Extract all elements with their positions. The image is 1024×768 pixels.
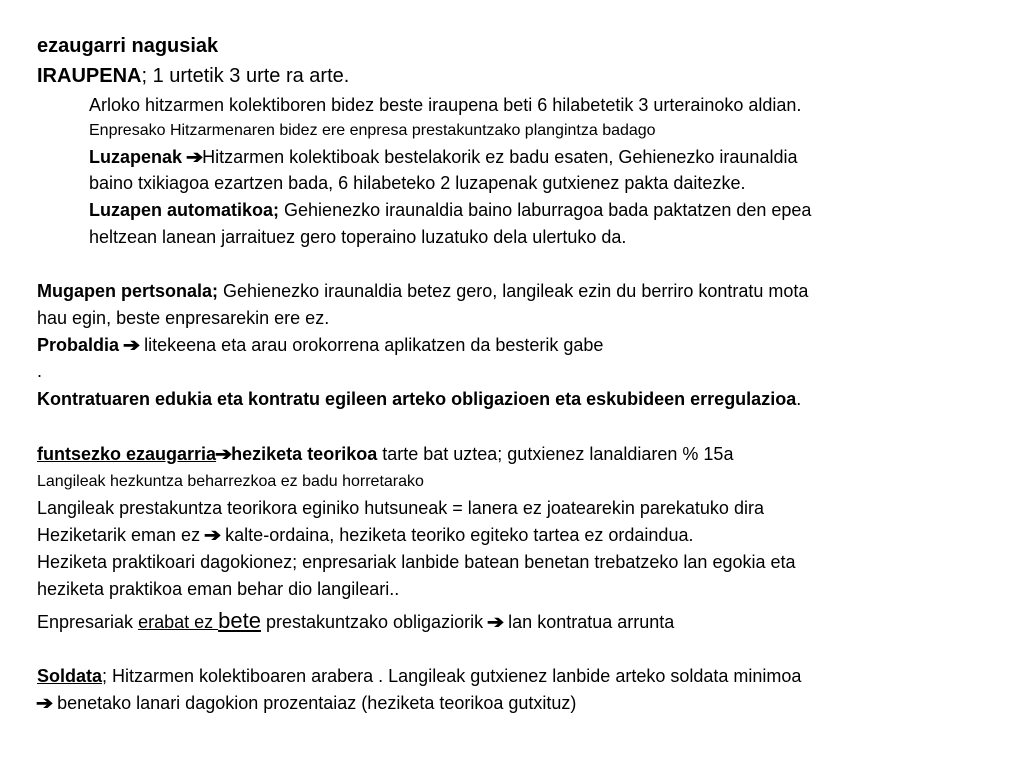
obligaziorik-text: prestakuntzako obligaziorik xyxy=(260,612,489,632)
luzapenak-text: Hitzarmen kolektiboak bestelakorik ez badu esaten, Gehienezko iraunaldia xyxy=(202,147,798,167)
soldata-text: ; Hitzarmen kolektiboaren arabera . Langileak gutxienez lanbide arteko soldata minimoa xyxy=(102,666,802,686)
prestakuntza-line: Langileak prestakuntza teorikora eginiko hutsuneak = lanera ez joatearekin parekatuko dira xyxy=(37,498,764,518)
soldata-label: Soldata xyxy=(37,666,103,686)
mugapen-text: Gehienezko iraunaldia betez gero, langileak ezin du berriro kontratu mota xyxy=(218,281,809,301)
edukia-line xyxy=(37,390,801,408)
probaldia-label: Probaldia xyxy=(37,335,125,355)
luzapenak-line-2: baino txikiagoa ezartzen bada, 6 hilabeteko 2 luzapenak gutxienez pakta daitezke. xyxy=(89,173,746,193)
funtsezko-label: funtsezko ezaugarria xyxy=(37,444,217,464)
edukia-end: . xyxy=(796,389,802,409)
luzapen-automatikoa-label: Luzapen automatikoa; xyxy=(89,200,280,220)
luzapenak-line xyxy=(89,148,797,166)
bete-text: bete xyxy=(218,608,261,633)
soldata-line-2 xyxy=(37,694,576,712)
right-arrow-icon: ➔ xyxy=(122,335,141,355)
probaldia-line xyxy=(37,336,603,354)
luzapen-automatikoa-line xyxy=(89,201,811,219)
erabat-ez-text: erabat ez xyxy=(138,612,219,632)
right-arrow-icon: ➔ xyxy=(203,525,222,545)
mugapen-line-2: hau egin, beste enpresarekin ere ez. xyxy=(37,308,330,328)
praktikoa-line-2: heziketa praktikoa eman behar dio langileari.. xyxy=(37,579,400,599)
luzapenak-label: Luzapenak xyxy=(89,147,188,167)
iraupena-text: ; 1 urtetik 3 urte ra arte. xyxy=(141,65,350,87)
lan-kontratua-text: lan kontratua arrunta xyxy=(503,612,675,632)
luzapen-automatikoa-text: Gehienezko iraunaldia baino laburragoa bada paktatzen den epea xyxy=(279,200,812,220)
right-arrow-icon: ➔ xyxy=(486,612,505,632)
enpresariak-line xyxy=(37,610,674,632)
heziketarik-line xyxy=(37,526,693,544)
heziketarik-text: Heziketarik eman ez xyxy=(37,525,206,545)
right-arrow-icon: ➔ xyxy=(35,693,54,713)
dot-line: . xyxy=(37,361,43,381)
heziketa-teorikoa-label: heziketa teorikoa xyxy=(231,444,378,464)
iraupena-line xyxy=(37,66,349,86)
mugapen-line xyxy=(37,282,808,300)
praktikoa-line: Heziketa praktikoari dagokionez; enpresariak lanbide batean benetan trebatzeko lan egokia eta xyxy=(37,552,796,572)
kalte-ordaina-text: kalte-ordaina, heziketa teoriko egiteko tartea ez ordaindua. xyxy=(220,525,694,545)
soldata-text-2: benetako lanari dagokion prozentaiaz (heziketa teorikoa gutxituz) xyxy=(52,693,577,713)
iraupena-label: IRAUPENA xyxy=(37,65,142,87)
heading-ezaugarri: ezaugarri nagusiak xyxy=(37,35,219,57)
enpresako-line: Enpresako Hitzarmenaren bidez ere enpresa prestakuntzako plangintza badago xyxy=(89,122,656,139)
right-arrow-icon: ➔ xyxy=(214,444,233,464)
soldata-line xyxy=(37,667,801,685)
right-arrow-icon: ➔ xyxy=(185,147,204,167)
funtsezko-line xyxy=(37,445,733,463)
hezkuntza-line: Langileak hezkuntza beharrezkoa ez badu horretarako xyxy=(37,473,424,490)
probaldia-text: litekeena eta arau orokorrena aplikatzen da besterik gabe xyxy=(139,335,604,355)
arloko-line: Arloko hitzarmen kolektiboren bidez beste iraupena beti 6 hilabetetik 3 urterainoko aldian. xyxy=(89,95,802,115)
heziketa-teorikoa-text: tarte bat uztea; gutxienez lanaldiaren % 15a xyxy=(377,444,734,464)
luzapen-automatikoa-line-2: heltzean lanean jarraituez gero toperaino luzatuko dela ulertuko da. xyxy=(89,227,627,247)
mugapen-label: Mugapen pertsonala; xyxy=(37,281,219,301)
enpresariak-text: Enpresariak xyxy=(37,612,139,632)
edukia-label: Kontratuaren edukia eta kontratu egileen arteko obligazioen eta eskubideen erregulazioa xyxy=(37,389,797,409)
